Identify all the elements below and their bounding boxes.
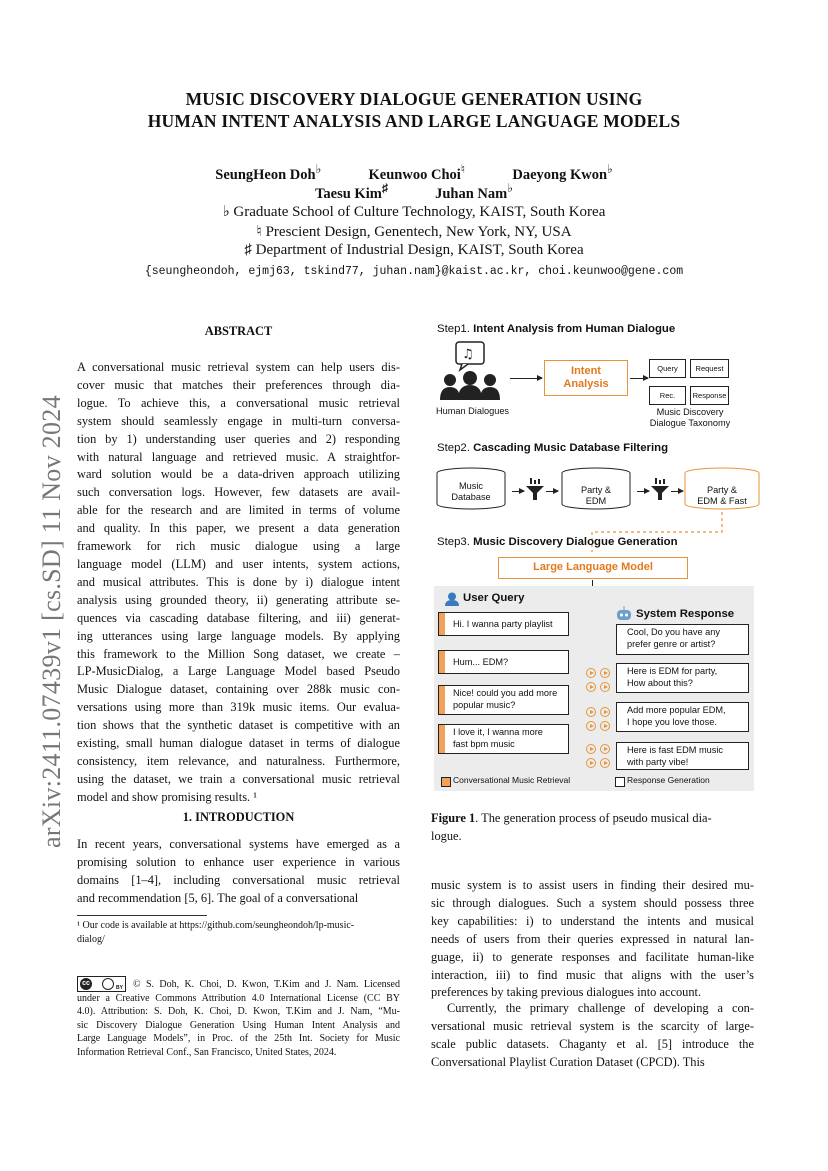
play-icon (600, 744, 610, 754)
user-query-label: User Query (463, 592, 525, 604)
user-icon (445, 592, 459, 606)
figure-1 (432, 318, 762, 796)
footnote: ¹ Our code is available at https://github.com/seungheondoh/lp-music- dialog/ (77, 920, 355, 945)
text-line: Conversational Playlist Curation Dataset (CPCD). This (431, 1054, 705, 1069)
author-emails: {seungheondoh, ejmj63, tskind77, juhan.nam}@kaist.ac.kr, choi.keunwoo@gene.com (144, 265, 684, 278)
play-icon (600, 682, 610, 692)
right-column-body-2 (431, 1000, 754, 1072)
play-icon (600, 668, 610, 678)
taxonomy-request: Request (690, 359, 729, 378)
text-line: framework for rich music dialogue using a large (77, 539, 400, 554)
arrow (510, 378, 542, 379)
cc-by-badge: cc BY (77, 976, 126, 992)
text-line: guage, ii) to generate responses and facilitate human-like (431, 949, 754, 964)
author-name: SeungHeon Doh (215, 166, 316, 183)
text-line: consistency, item relevance, and naturalness. Furthermore, (77, 753, 400, 768)
arrow (546, 491, 558, 492)
text-line: needs of users from their queries expressed in natural lan- (431, 931, 754, 946)
text-line: ward solution would be a data-driven approach utilizing (77, 467, 400, 482)
play-icon (586, 707, 596, 717)
play-icon (600, 707, 610, 717)
play-icon (600, 721, 610, 731)
text-line: Large Language Models”, in Proc. of the 25th Int. Society for Music (77, 1033, 400, 1045)
play-icon (586, 744, 596, 754)
text-line: A conversational music retrieval system can help users dis- (77, 360, 400, 374)
text-line: interaction, iii) to find music that aligns with the user’s (431, 967, 754, 982)
taxonomy-response: Response (690, 386, 729, 405)
text-line: and recommendation [5, 6]. The goal of a conversational (77, 890, 359, 905)
play-icon (586, 668, 596, 678)
text-line: this framework to the Million Song dataset, we create – (77, 646, 400, 661)
author-name: Taesu Kim (315, 185, 382, 202)
text-line: scale public datasets. Chaganty et al. [5] introduce the (431, 1036, 754, 1051)
text-line: music system is to assist users in finding their desired mu- (431, 878, 754, 892)
arrow (512, 491, 524, 492)
text-line: and quality. In this paper, we present a data generation (77, 521, 400, 536)
filter-icon (650, 478, 670, 502)
cc-logo-icon: cc (80, 978, 92, 990)
text-line: domains [1–4], including conversational music retrieval (77, 872, 400, 887)
text-line: analysis using grounded theory, ii) generating attribute se- (77, 592, 400, 607)
text-line: ing utterances using large language models. By applying (77, 628, 400, 643)
step2-title: Step2. Cascading Music Database Filtering (437, 442, 669, 454)
author-name: Keunwoo Choi (368, 166, 461, 183)
introduction-heading: 1. INTRODUCTION (182, 810, 295, 824)
abstract-body (77, 359, 400, 807)
svg-text:♫: ♫ (462, 347, 474, 362)
abstract-heading: ABSTRACT (204, 324, 273, 338)
text-line: logue. To achieve this, a conversational music retrieval (77, 395, 400, 410)
legend-swatch-response (615, 777, 625, 787)
text-line: using the dataset, we train a conversational music retrieval (77, 771, 400, 786)
text-line: versations using more than 319k music items. Our evalua- (77, 700, 400, 715)
authors-line-2: Taesu Kim♯ Juhan Nam♭ (315, 181, 513, 202)
text-line: In recent years, conversational systems have emerged as a (77, 837, 400, 851)
affiliation-3: ♯ Department of Industrial Design, KAIST, South Korea (244, 242, 584, 258)
intent-analysis-box: Intent Analysis (544, 360, 628, 396)
legend-swatch-retrieval (441, 777, 451, 787)
text-line: versational music retrieval system is the scarcity of large- (431, 1018, 754, 1033)
text-line: © S. Doh, K. Choi, D. Kwon, T.Kim and J. Nam. Licensed (133, 979, 400, 990)
text-line: tion by 1) understanding user queries and 2) responding (77, 431, 400, 446)
text-line: with natural language and retrieved music. A straightfor- (77, 449, 400, 464)
text-line: model and show promising results. ¹ (77, 789, 257, 804)
system-response-3: Add more popular EDM, I hope you love those. (616, 702, 749, 732)
taxonomy-query: Query (649, 359, 686, 378)
system-response-label: System Response (636, 608, 735, 620)
paper-title-line-2: HUMAN INTENT ANALYSIS AND LARGE LANGUAGE MODELS (147, 111, 681, 131)
text-line: language model (LLM) and user intents, system actions, (77, 556, 400, 571)
llm-box: Large Language Model (498, 557, 688, 579)
text-line: under a Creative Commons Attribution 4.0 International License (CC BY (77, 992, 400, 1004)
system-response-4: Here is fast EDM music with party vibe! (616, 742, 749, 770)
user-query-1: Hi. I wanna party playlist (438, 612, 569, 636)
right-column-body (431, 877, 754, 1002)
user-query-2: Hum... EDM? (438, 650, 569, 674)
text-line: sic Discovery Dialogue Generation Using Human Intent Analysis and (77, 1019, 400, 1031)
text-line: promising solution to enhance user experience in various (77, 854, 400, 869)
dashed-connector (582, 512, 732, 556)
affiliation-1: ♭ Graduate School of Culture Technology, KAIST, South Korea (222, 204, 606, 220)
text-line: system should seamlessly engage in multi-turn conversa- (77, 413, 400, 428)
author-name: Juhan Nam (435, 185, 508, 202)
paper-title-line-1: MUSIC DISCOVERY DIALOGUE GENERATION USING (185, 89, 643, 109)
license-text (77, 978, 400, 1060)
authors-line-1: SeungHeon Doh♭ Keunwoo Choi♮ Daeyong Kwon♭ (215, 162, 613, 183)
robot-icon (616, 606, 632, 621)
taxonomy-grid (649, 359, 729, 405)
human-dialogues-icon (438, 340, 502, 400)
footnote-rule (77, 915, 207, 916)
play-icon (600, 758, 610, 768)
text-line: Music Dialogue dataset, containing over 288k music con- (77, 682, 400, 697)
text-line: Currently, the primary challenge of developing a con- (447, 1001, 754, 1015)
text-line: tion shows that the synthetic dataset is competitive with an (77, 718, 400, 733)
text-line: sic through dialogues. Such a system should possess three (431, 895, 754, 910)
filter-icon (525, 478, 545, 502)
arxiv-identifier: arXiv:2411.07439v1 [cs.SD] 11 Nov 2024 (37, 395, 66, 848)
text-line: existing, small human dialogue dataset in terms of dialogue (77, 736, 400, 751)
legend-retrieval-label: Conversational Music Retrieval (453, 775, 571, 785)
user-query-3: Nice! could you add more popular music? (438, 685, 569, 715)
step3-title: Step3. Music Discovery Dialogue Generation (437, 536, 678, 548)
text-line: cover music that matches their preferences through dia- (77, 377, 400, 392)
text-line: Information Retrieval Conf., San Francisco, United States, 2024. (77, 1046, 337, 1058)
text-line: preferences by taking previous dialogues into account. (431, 985, 702, 1000)
text-line: quences via cascading database filtering, and iii) generat- (77, 610, 400, 625)
filter-party-edm-label: Party & EDM (580, 485, 612, 506)
filter-party-edm-fast-label: Party & EDM & Fast (697, 485, 747, 506)
affiliation-2: ♮ Prescient Design, Genentech, New York, NY, USA (256, 224, 572, 240)
arrow (637, 491, 649, 492)
text-line: LP-MusicDialog, a Large Language Model based Pseudo (77, 664, 400, 679)
system-response-2: Here is EDM for party, How about this? (616, 663, 749, 693)
system-response-1: Cool, Do you have any prefer genre or artist? (616, 624, 749, 655)
music-database-label: Music Database (451, 481, 491, 502)
author-name: Daeyong Kwon (512, 166, 608, 183)
step1-title: Step1. Intent Analysis from Human Dialogue (437, 323, 676, 335)
taxonomy-rec: Rec. (649, 386, 686, 405)
figure-caption: Figure 1. The generation process of pseudo musical dia- logue. (431, 811, 712, 843)
legend-response-label: Response Generation (627, 775, 710, 785)
taxonomy-caption: Music Discovery Dialogue Taxonomy (649, 407, 731, 428)
text-line: key capabilities: i) to understand the intents and musical (431, 913, 754, 928)
introduction-body (77, 836, 400, 908)
human-dialogues-label: Human Dialogues (436, 406, 510, 416)
user-query-4: I love it, I wanna more fast bpm music (438, 724, 569, 754)
text-line: such conversation logs. However, few datasets are avail- (77, 485, 400, 500)
play-icon (586, 758, 596, 768)
arrow (630, 378, 648, 379)
text-line: able for the research and are limited in terms of volume (77, 503, 400, 518)
text-line: 4.0). Attribution: S. Doh, K. Choi, D. Kwon, T.Kim and J. Nam, “Mu- (77, 1006, 400, 1018)
text-line: and musical attributes. This is done by i) dialogue intent (77, 574, 400, 589)
play-icon (586, 721, 596, 731)
play-icon (586, 682, 596, 692)
